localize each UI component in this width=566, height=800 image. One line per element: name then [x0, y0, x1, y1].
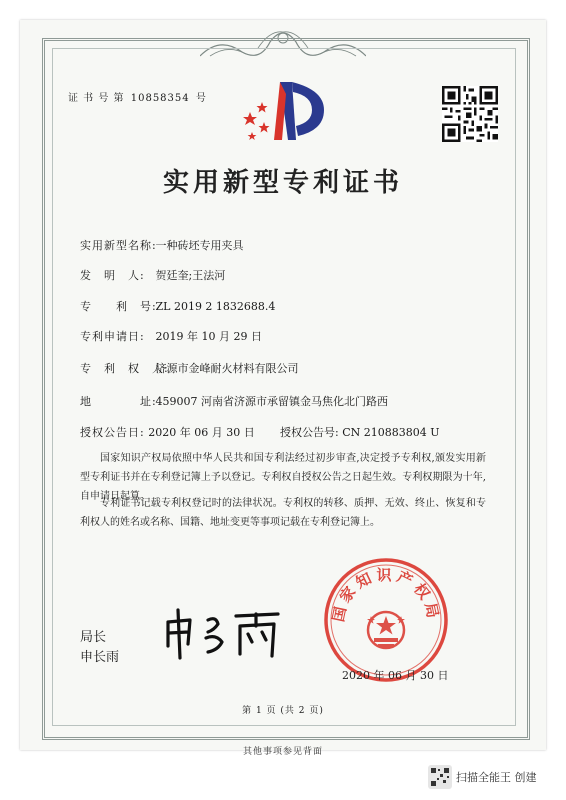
utility-name-label: 实用新型名称:: [80, 239, 157, 252]
patentee-value: 济源市金峰耐火材料有限公司: [155, 362, 299, 375]
director-title: 局长: [80, 630, 107, 645]
utility-name-value: 一种砖坯专用夹具: [155, 239, 244, 252]
qr-code: [442, 86, 498, 142]
back-note: 其他事项参见背面: [242, 747, 323, 757]
certificate-number-value: 10858354: [130, 93, 190, 104]
grant-row: [80, 424, 440, 440]
address-label: 地 址:: [80, 395, 157, 408]
patentee-label: 专 利 权 人:: [80, 362, 169, 375]
filing-date-row: [80, 328, 262, 344]
grant-publication: [280, 424, 440, 440]
director-block: [80, 628, 119, 668]
cnipa-logo: [240, 76, 330, 146]
filing-date-value: 2019 年 10 月 29 日: [155, 330, 262, 343]
statement-paragraph-2: 专利证书记载专利权登记时的法律状况。专利权的转移、质押、无效、终止、恢复和专利权人的姓名或名称、国籍、地址变更等事项记载在专利登记簿上。: [80, 498, 486, 528]
statement-paragraph-1: 国家知识产权局依照中华人民共和国专利法经过初步审查,决定授予专利权,颁发实用新型专利证书并在专利登记簿上予以登记。专利权自授权公告之日起生效。专利权期限为十年,自申请日起算。: [80, 453, 486, 502]
address-row: [80, 393, 388, 409]
certificate-number-label: 证 书 号 第: [68, 93, 125, 104]
patent-number-value: ZL 2019 2 1832688.4: [155, 300, 276, 313]
page-number: 第 1 页 (共 2 页): [242, 706, 324, 716]
inventor-label: 发 明 人:: [80, 269, 145, 282]
grant-number-label: 授权公告号:: [280, 426, 339, 439]
filing-date-label: 专利申请日:: [80, 330, 145, 343]
handwritten-signature: [160, 602, 290, 662]
official-red-seal: [322, 556, 450, 684]
inventor-value: 贺廷奎;王法河: [155, 269, 226, 282]
certificate-title: 实用新型专利证书: [162, 168, 403, 198]
address-value: 459007 河南省济源市承留镇金马焦化北门路西: [155, 395, 388, 408]
grant-date-label: 授权公告日:: [80, 426, 145, 439]
grant-date-value: 2020 年 06 月 30 日: [148, 426, 255, 439]
patentee-row: [80, 360, 299, 376]
patent-number-label: 专 利 号:: [80, 300, 157, 313]
seal-text: 国家知识产权局: [329, 566, 443, 624]
seal-date: 2020 年 06 月 30 日: [342, 669, 449, 682]
certificate-number-suffix: 号: [195, 93, 207, 104]
utility-name-row: [80, 237, 244, 253]
certificate-number: [66, 89, 207, 104]
inventor-row: [80, 267, 225, 283]
grant-number-value: CN 210883804 U: [342, 426, 440, 439]
scanner-watermark-text: 扫描全能王 创建: [456, 771, 537, 784]
patent-number-row: [80, 298, 275, 314]
director-name: 申长雨: [80, 650, 120, 665]
camscanner-logo-icon: [428, 765, 452, 789]
